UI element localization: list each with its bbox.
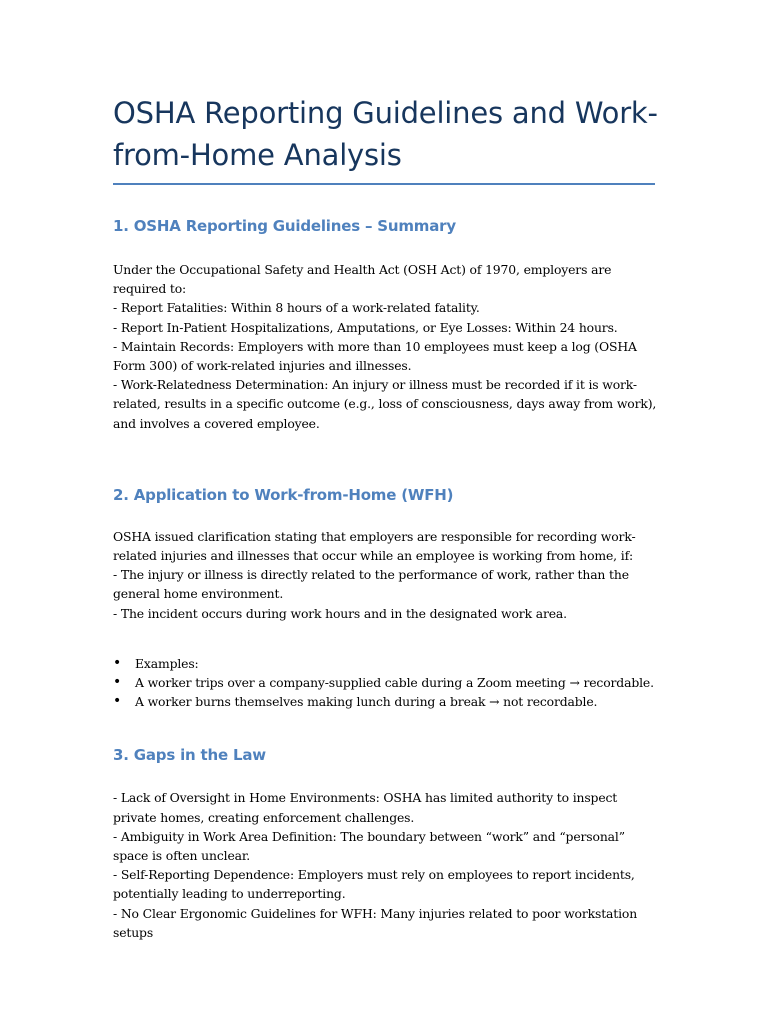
list-item	[113, 654, 661, 673]
bullet-icon: •	[113, 674, 122, 691]
title-underline	[113, 183, 655, 185]
section-3-heading: 3. Gaps in the Law	[113, 746, 266, 765]
section-3-text: - Lack of Oversight in Home Environments: OSHA has limited authority to inspect private homes, creating enforcement challenges. - Ambiguity in Work Area Definition: The boundary between “work” and “personal” space is often unclear. - Self-Reporting Dependence: Employers must rely on employees to report incidents, potentially leading to underreporting. - No Clear Ergonomic Guidelines for WFH: Many injuries related to poor workstation setups	[113, 790, 638, 940]
list-item-text: A worker burns themselves making lunch during a break → not recordable.	[135, 694, 598, 710]
section-1-heading: 1. OSHA Reporting Guidelines – Summary	[113, 217, 456, 235]
list-item	[113, 673, 661, 692]
list-item-text: Examples:	[135, 655, 199, 671]
document-body	[113, 92, 661, 942]
section-2-text: OSHA issued clarification stating that employers are responsible for recording work-related injuries and illnesses that occur while an employee is working from home, if: - The injury or illness is directly related to the performance of work, rather than the general home environment. - The incident occurs during work hours and in the designated work area.	[113, 528, 636, 621]
list-item-text: A worker trips over a company-supplied cable during a Zoom meeting → recordable.	[135, 675, 654, 691]
section-2-heading: 2. Application to Work-from-Home (WFH)	[113, 485, 454, 504]
bullet-icon: •	[113, 693, 122, 710]
section-1-text: Under the Occupational Safety and Health Act (OSH Act) of 1970, employers are required to: - Report Fatalities: Within 8 hours of a work-related fatality. - Report In-Patient Hospitalizations, Amputations, or Eye Losses: Within 24 hours. - Maintain Records: Employers with more than 10 employees must keep a log (OSHA Form 300) of work-related injuries and illnesses. - Work-Relatedness Determination: An injury or illness must be recorded if it is work-related, results in a specific outcome (e.g., loss of consciousness, days away from work), and involves a covered employee.	[113, 262, 657, 431]
document-title: OSHA Reporting Guidelines and Work-from-Home Analysis	[113, 96, 658, 172]
list-item	[113, 692, 661, 711]
bullet-icon: •	[113, 654, 122, 671]
examples-list	[113, 654, 661, 712]
